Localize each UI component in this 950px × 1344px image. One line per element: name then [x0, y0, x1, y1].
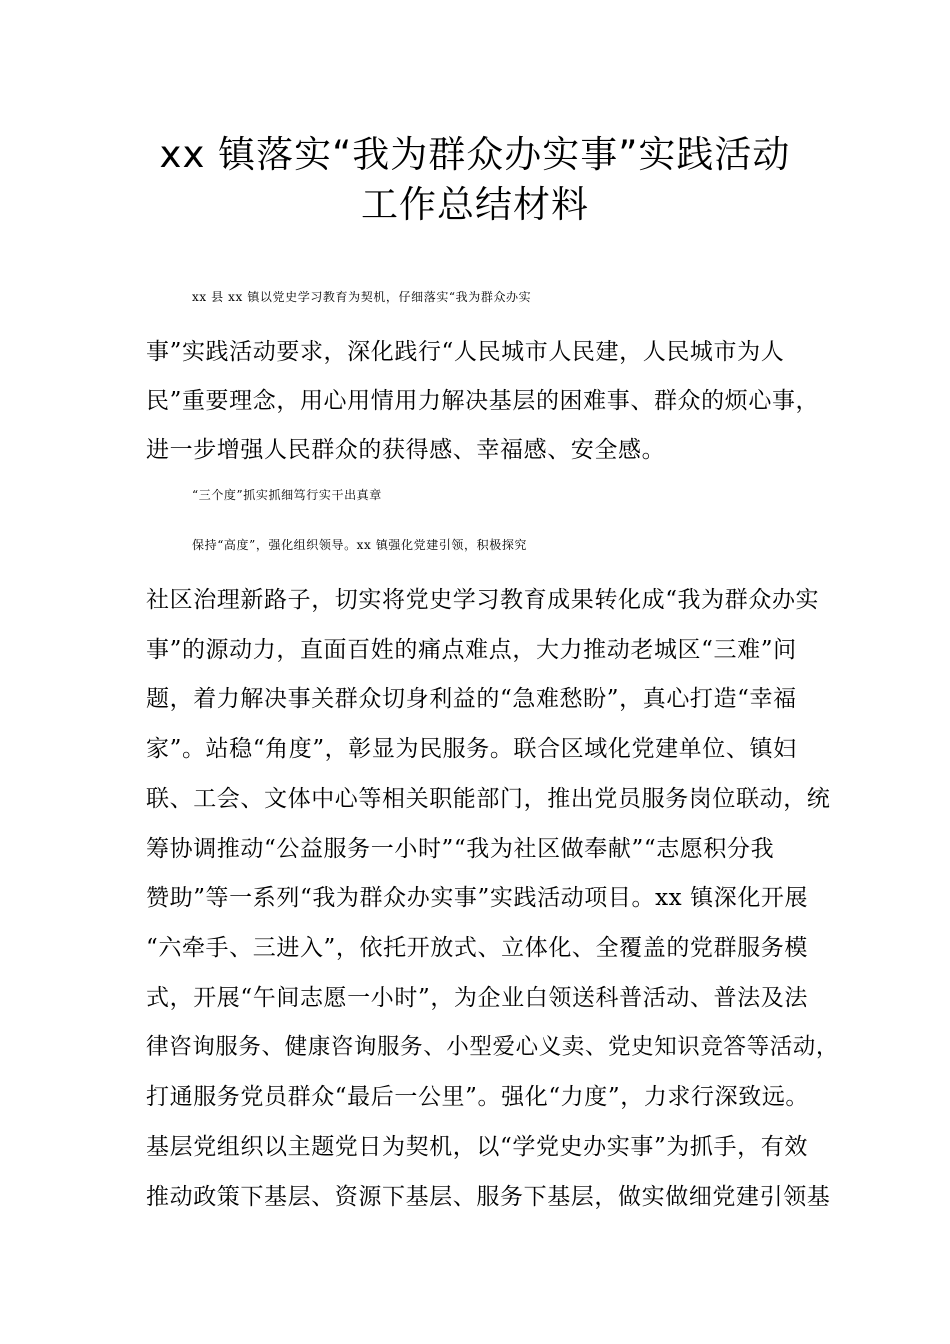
- document-title-line-2: 工作总结材料: [361, 183, 589, 226]
- paragraph-body-line: 赞助”等一系列“我为群众办实事”实践活动项目。xx 镇深化开展: [146, 885, 809, 911]
- paragraph-body-line: “六牵手、三进入”，依托开放式、立体化、全覆盖的党群服务模: [146, 935, 808, 961]
- paragraph-body-line: 保持“高度”，强化组织领导。xx 镇强化党建引领，积极探究: [192, 538, 528, 552]
- paragraph-intro-line: 民”重要理念，用心用情用力解决基层的困难事、群众的烦心事，: [146, 388, 820, 414]
- paragraph-intro-line: 进一步增强人民群众的获得感、幸福感、安全感。: [146, 437, 666, 463]
- paragraph-body-line: 家”。站稳“角度”，彰显为民服务。联合区域化党建单位、镇妇: [146, 736, 797, 762]
- paragraph-body-line: 题，着力解决事关群众切身利益的“急难愁盼”，真心打造“幸福: [146, 686, 797, 712]
- paragraph-body-line: 律咨询服务、健康咨询服务、小型爱心义卖、党史知识竞答等活动，: [146, 1034, 840, 1060]
- paragraph-body-line: 打通服务党员群众“最后一公里”。强化“力度”，力求行深致远。: [146, 1084, 810, 1110]
- paragraph-body-line: 联、工会、文体中心等相关职能部门，推出党员服务岗位联动，统: [146, 786, 831, 812]
- paragraph-body-line: 筹协调推动“公益服务一小时”“我为社区做奉献”“志愿积分我: [146, 836, 775, 862]
- section-heading: “三个度”抓实抓细笃行实干出真章: [192, 488, 382, 502]
- paragraph-intro-line: 事”实践活动要求，深化践行“人民城市人民建，人民城市为人: [146, 339, 785, 365]
- paragraph-intro-line: xx 县 xx 镇以党史学习教育为契机，仔细落实“我为群众办实: [192, 290, 532, 304]
- paragraph-body-line: 式，开展“午间志愿一小时”，为企业白领送科普活动、普法及法: [146, 985, 808, 1011]
- paragraph-body-line: 事”的源动力，直面百姓的痛点难点，大力推动老城区“三难”问: [146, 637, 797, 663]
- paragraph-body-line: 基层党组织以主题党日为契机，以“学党史办实事”为抓手，有效: [146, 1134, 808, 1160]
- paragraph-body-line: 推动政策下基层、资源下基层、服务下基层，做实做细党建引领基: [146, 1184, 831, 1210]
- paragraph-body-line: 社区治理新路子，切实将党史学习教育成果转化成“我为群众办实: [146, 587, 820, 613]
- document-title-line-1: xx 镇落实“我为群众办实事”实践活动: [159, 133, 791, 176]
